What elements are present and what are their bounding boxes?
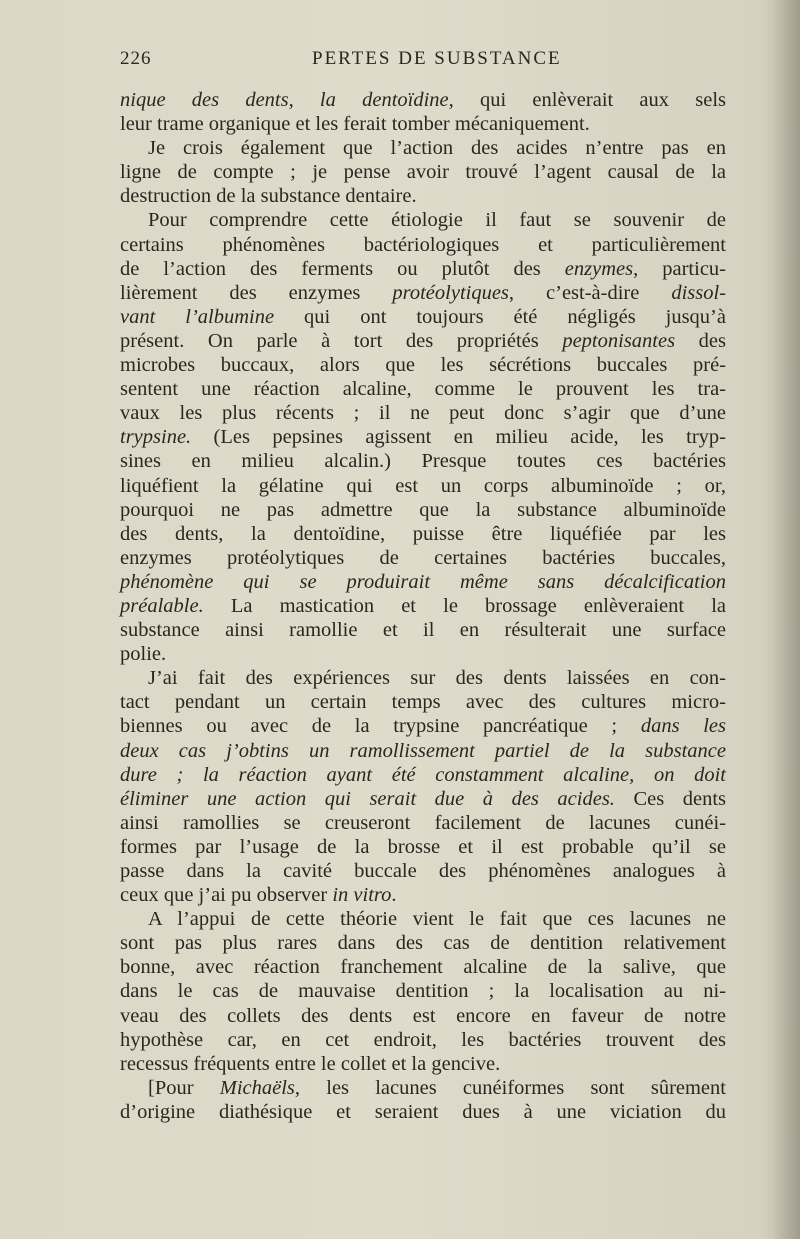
text-line bbox=[120, 546, 726, 570]
running-title: PERTES DE SUBSTANCE bbox=[312, 48, 562, 69]
text-run: Je crois également que l’action des acides n’entre pas en bbox=[148, 137, 726, 160]
text-run: lièrement des enzymes bbox=[120, 281, 393, 304]
text-line bbox=[120, 1004, 726, 1028]
italic-run: vant l’albumine bbox=[120, 305, 275, 328]
text-run: sont pas plus rares dans des cas de dentition relativement bbox=[120, 932, 726, 955]
text-line bbox=[120, 714, 726, 738]
text-line bbox=[120, 281, 726, 305]
text-line bbox=[120, 690, 726, 714]
text-line bbox=[120, 208, 726, 232]
text-line bbox=[120, 1076, 726, 1100]
text-run: recessus fréquents entre le collet et la gencive. bbox=[120, 1052, 501, 1075]
text-run: des bbox=[675, 329, 726, 352]
text-line bbox=[120, 136, 726, 160]
text-run: substance ainsi ramollie et il en résulterait une surface bbox=[120, 619, 726, 642]
text-run: qui ont toujours été négligés jusqu’à bbox=[274, 305, 726, 328]
text-run: microbes buccaux, alors que les sécrétions buccales pré- bbox=[120, 354, 726, 377]
text-run: qui enlèverait aux sels bbox=[453, 89, 727, 111]
text-run: vaux les plus récents ; il ne peut donc s’agir que d’une bbox=[120, 402, 726, 425]
text-run: leur trame organique et les ferait tomber mécaniquement. bbox=[120, 113, 590, 136]
text-run: d’origine diathésique et seraient dues à une viciation du bbox=[120, 1100, 726, 1123]
text-run: ligne de compte ; je pense avoir trouvé l’agent causal de la bbox=[120, 161, 726, 184]
italic-run: éliminer une action qui serait due à des acides. bbox=[120, 787, 615, 810]
text-run: , c’est-à-dire bbox=[508, 281, 672, 304]
text-run: présent. On parle à tort des propriétés bbox=[120, 329, 563, 352]
text-run: hypothèse car, en cet endroit, les bactéries trouvent des bbox=[120, 1028, 726, 1051]
text-run: liquéfient la gélatine qui est un corps albuminoïde ; or, bbox=[120, 474, 726, 497]
text-line bbox=[120, 594, 726, 618]
text-run: , particu- bbox=[633, 257, 726, 280]
text-run: veau des collets des dents est encore en faveur de notre bbox=[120, 1004, 726, 1027]
text-line bbox=[120, 570, 726, 594]
text-line bbox=[120, 184, 726, 208]
text-line bbox=[120, 859, 726, 883]
text-line bbox=[120, 449, 726, 473]
text-line bbox=[120, 257, 726, 281]
page-number: 226 bbox=[120, 48, 152, 69]
text-line bbox=[120, 618, 726, 642]
text-line bbox=[120, 642, 726, 666]
text-line bbox=[120, 522, 726, 546]
text-run: formes par l’usage de la brosse et il est probable qu’il se bbox=[120, 835, 726, 858]
text-run: destruction de la substance dentaire. bbox=[120, 185, 417, 208]
text-line bbox=[120, 112, 726, 136]
body-text bbox=[120, 88, 726, 1124]
text-line bbox=[120, 739, 726, 763]
italic-run: nique des dents, la dentoïdine, bbox=[120, 89, 454, 111]
text-run: sentent une réaction alcaline, comme le prouvent les tra- bbox=[120, 378, 726, 401]
text-line bbox=[120, 305, 726, 329]
text-line bbox=[120, 763, 726, 787]
text-run: biennes ou avec de la trypsine pancréatique ; bbox=[120, 715, 641, 738]
text-run: pourquoi ne pas admettre que la substance albuminoïde bbox=[120, 498, 726, 521]
text-line bbox=[120, 1028, 726, 1052]
text-run: polie. bbox=[120, 643, 167, 666]
italic-run: protéolytiques bbox=[392, 281, 509, 304]
italic-run: Michaëls bbox=[219, 1076, 295, 1099]
text-line bbox=[120, 811, 726, 835]
text-run: tact pendant un certain temps avec des cultures micro- bbox=[120, 691, 726, 714]
text-run: Ces dents bbox=[614, 787, 726, 810]
text-run: [Pour bbox=[148, 1076, 220, 1099]
text-line bbox=[120, 233, 726, 257]
italic-run: phénomène qui se produirait même sans décalcification bbox=[120, 570, 726, 593]
text-line bbox=[120, 907, 726, 931]
text-run: Pour comprendre cette étiologie il faut se souvenir de bbox=[148, 209, 726, 232]
text-line bbox=[120, 931, 726, 955]
running-header bbox=[120, 48, 730, 78]
text-line bbox=[120, 401, 726, 425]
text-run: certains phénomènes bactériologiques et particulièrement bbox=[120, 233, 726, 256]
text-run: . bbox=[391, 884, 397, 907]
italic-run: deux cas j’obtins un ramollissement partiel de la substance bbox=[120, 739, 726, 762]
text-run: ceux que j’ai pu observer bbox=[120, 884, 333, 907]
italic-run: préalable. bbox=[120, 594, 204, 617]
text-line bbox=[120, 474, 726, 498]
text-line bbox=[120, 353, 726, 377]
text-line bbox=[120, 666, 726, 690]
text-line bbox=[120, 787, 726, 811]
italic-run: peptonisantes bbox=[562, 329, 676, 352]
text-run: des dents, la dentoïdine, puisse être liquéfiée par les bbox=[120, 522, 726, 545]
text-line bbox=[120, 1100, 726, 1124]
text-run: bonne, avec réaction franchement alcaline de la salive, que bbox=[120, 956, 726, 979]
text-run: J’ai fait des expériences sur des dents laissées en con- bbox=[148, 667, 726, 690]
text-line bbox=[120, 955, 726, 979]
text-run: de l’action des ferments ou plutôt des bbox=[120, 257, 565, 280]
text-line bbox=[120, 160, 726, 184]
italic-run: enzymes bbox=[564, 257, 634, 280]
text-line bbox=[120, 329, 726, 353]
text-run: passe dans la cavité buccale des phénomènes analogues à bbox=[120, 860, 726, 882]
text-line bbox=[120, 835, 726, 859]
text-line bbox=[120, 979, 726, 1003]
text-line bbox=[120, 88, 726, 112]
text-line bbox=[120, 1052, 726, 1076]
italic-run: trypsine. bbox=[120, 426, 192, 449]
text-line bbox=[120, 377, 726, 401]
italic-run: dure ; la réaction ayant été constamment alcaline, on doit bbox=[120, 763, 726, 786]
text-line bbox=[120, 883, 726, 907]
italic-run: dans les bbox=[640, 715, 727, 738]
text-line bbox=[120, 498, 726, 522]
text-line bbox=[120, 425, 726, 449]
text-run: dans le cas de mauvaise dentition ; la localisation au ni- bbox=[120, 980, 726, 1003]
page-edge-shadow bbox=[772, 0, 800, 1239]
text-run: A l’appui de cette théorie vient le fait que ces lacunes ne bbox=[148, 908, 726, 931]
italic-run: dissol- bbox=[671, 281, 727, 304]
text-run: , les lacunes cunéiformes sont sûrement bbox=[294, 1076, 726, 1099]
text-run: (Les pepsines agissent en milieu acide, les tryp- bbox=[191, 426, 726, 449]
text-run: enzymes protéolytiques de certaines bactéries buccales, bbox=[120, 546, 726, 569]
text-run: sines en milieu alcalin.) Presque toutes ces bactéries bbox=[120, 450, 726, 473]
text-run: La mastication et le brossage enlèveraient la bbox=[203, 594, 726, 617]
italic-run: in vitro bbox=[332, 884, 392, 907]
text-run: ainsi ramollies se creuseront facilement de lacunes cunéi- bbox=[120, 811, 726, 834]
